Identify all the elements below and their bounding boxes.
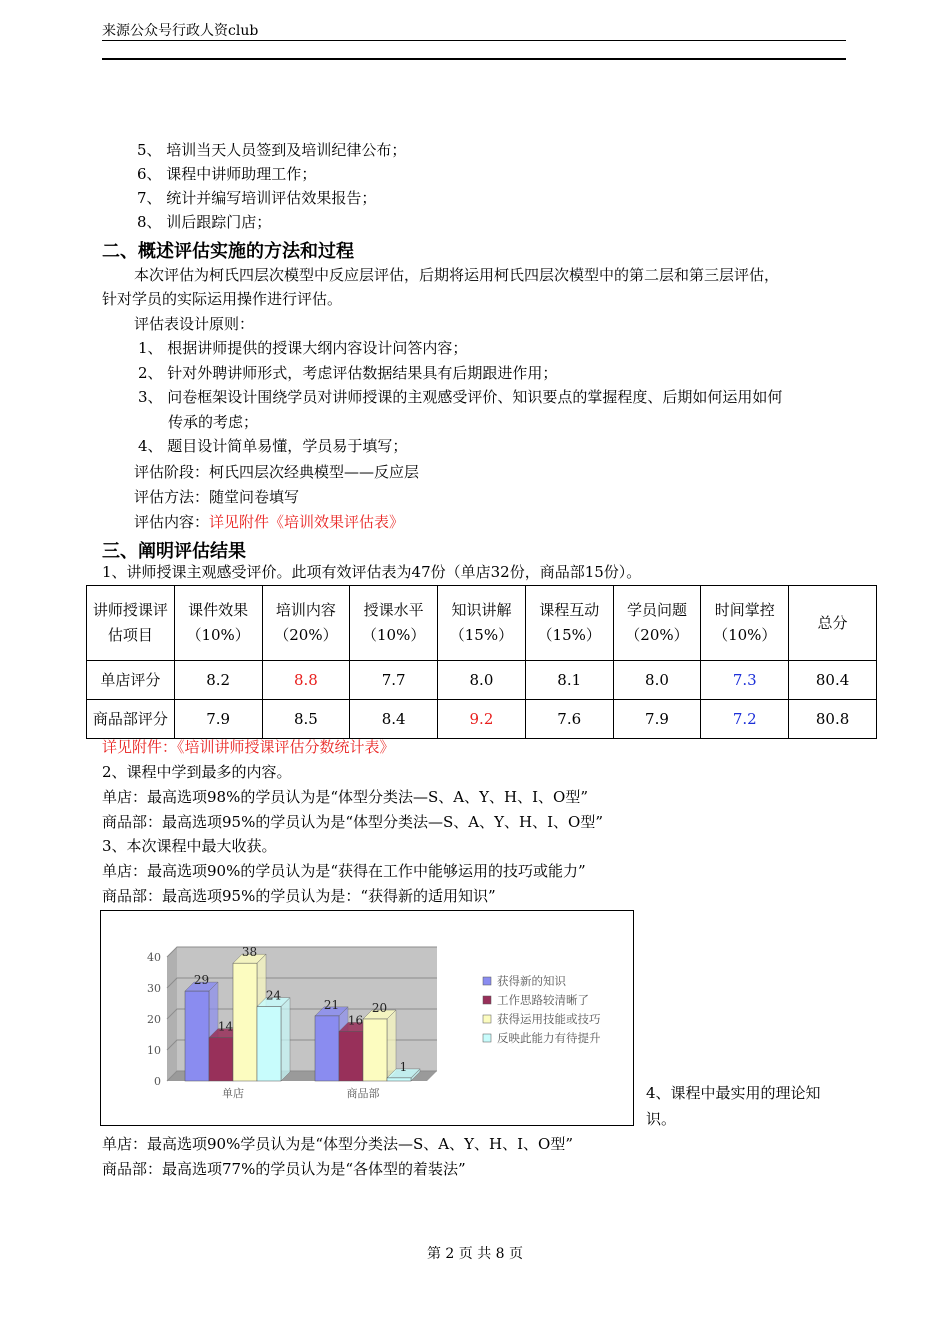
bar-value-label: 29 <box>193 973 210 988</box>
table-cell: 7.2 <box>701 700 789 739</box>
table-cell: 8.4 <box>350 700 438 739</box>
header-source: 来源公众号行政人资club <box>102 23 259 39</box>
table-header-row <box>87 586 877 661</box>
table-row <box>87 700 877 739</box>
table-note-link[interactable]: 详见附件：《培训讲师授课评估分数统计表》 <box>102 738 395 756</box>
table-header-cell: 时间掌控 （10%） <box>701 586 789 661</box>
table-row <box>87 661 877 700</box>
table-cell: 7.9 <box>174 700 262 739</box>
legend-swatch <box>483 977 491 985</box>
bar-value-label: 38 <box>241 945 258 960</box>
header-rule <box>102 40 846 41</box>
y-tick-label: 30 <box>147 982 161 995</box>
bar-value-label: 1 <box>399 1059 408 1074</box>
x-tick-label: 单店 <box>222 1087 244 1100</box>
legend-swatch <box>483 1015 491 1023</box>
y-tick-label: 10 <box>147 1044 161 1057</box>
table-header-cell: 课件效果 （10%） <box>174 586 262 661</box>
table-cell: 7.3 <box>701 661 789 700</box>
content-label: 评估内容： <box>134 513 210 531</box>
item2-text: 2、课程中学到最多的内容。 <box>102 763 292 781</box>
legend-label: 获得运用技能或技巧 <box>497 1012 601 1026</box>
table-header-cell: 课程互动 （15%） <box>525 586 613 661</box>
method-line: 评估方法：随堂问卷填写 <box>134 488 300 506</box>
bar-value-label: 16 <box>347 1013 364 1028</box>
bar-value-label: 24 <box>265 988 282 1003</box>
table-cell: 80.8 <box>789 700 877 739</box>
principle-item: 4、 题目设计简单易懂，学员易于填写； <box>138 437 408 455</box>
table-cell: 8.5 <box>262 700 350 739</box>
content-link[interactable]: 详见附件《培训效果评估表》 <box>209 513 405 531</box>
table-header-cell: 学员问题 （20%） <box>613 586 701 661</box>
item2-store: 单店：最高选项98%的学员认为是“体型分类法—S、A、Y、H、I、O型” <box>102 788 588 806</box>
table-header-cell: 培训内容 （20%） <box>262 586 350 661</box>
table-cell: 7.6 <box>525 700 613 739</box>
bar-value-label: 20 <box>371 1001 388 1015</box>
item4-text-cont: 识。 <box>646 1110 677 1128</box>
item3-store: 单店：最高选项90%的学员认为是“获得在工作中能够运用的技巧或能力” <box>102 862 586 880</box>
bar-value-label: 21 <box>323 997 340 1012</box>
table-cell: 8.2 <box>174 661 262 700</box>
table-cell: 7.9 <box>613 700 701 739</box>
list-item: 8、 训后跟踪门店； <box>137 213 272 231</box>
principle-item: 传承的考虑； <box>168 413 259 431</box>
chart-canvas <box>101 911 633 1125</box>
table-cell: 8.0 <box>438 661 526 700</box>
paragraph: 针对学员的实际运用操作进行评估。 <box>102 290 343 308</box>
legend-label: 获得新的知识 <box>497 974 566 988</box>
page-footer: 第 2 页 共 8 页 <box>426 1246 524 1262</box>
design-title: 评估表设计原则： <box>134 315 255 333</box>
legend-swatch <box>483 996 491 1004</box>
table-header-cell: 授课水平 （10%） <box>350 586 438 661</box>
stage-line: 评估阶段：柯氏四层次经典模型——反应层 <box>134 463 420 481</box>
list-item: 7、 统计并编写培训评估效果报告； <box>137 189 377 207</box>
bar <box>339 1031 363 1081</box>
bar <box>185 991 209 1081</box>
bar <box>363 1019 387 1081</box>
table-cell: 80.4 <box>789 661 877 700</box>
table-cell: 8.1 <box>525 661 613 700</box>
item4-dept: 商品部：最高选项77%的学员认为是“各体型的着装法” <box>102 1160 466 1178</box>
table-header-cell: 知识讲解 （15%） <box>438 586 526 661</box>
row-label: 商品部评分 <box>87 700 175 739</box>
legend-label: 工作思路较清晰了 <box>497 993 589 1007</box>
bar <box>315 1016 339 1081</box>
legend-swatch <box>483 1034 491 1042</box>
x-tick-label: 商品部 <box>346 1087 380 1100</box>
bar <box>387 1078 411 1081</box>
table-cell: 8.8 <box>262 661 350 700</box>
item1-text: 1、讲师授课主观感受评价。此项有效评估表为47份（单店32份，商品部15份）。 <box>102 563 642 581</box>
bar-side <box>281 998 290 1081</box>
list-item: 5、 培训当天人员签到及培训纪律公布； <box>137 141 407 159</box>
bar <box>257 1007 281 1081</box>
table-header-cell: 总分 <box>789 586 877 661</box>
y-tick-label: 20 <box>147 1013 161 1026</box>
legend-label: 反映此能力有待提升 <box>497 1031 601 1045</box>
table-header-cell: 讲师授课评 估项目 <box>87 586 175 661</box>
item3-text: 3、本次课程中最大收获。 <box>102 837 277 855</box>
principle-item: 3、 问卷框架设计围绕学员对讲师授课的主观感受评价、知识要点的掌握程度、后期如何运用如何 <box>138 388 783 406</box>
content-line <box>134 511 404 533</box>
score-table <box>86 585 877 739</box>
table-cell: 8.0 <box>613 661 701 700</box>
list-item: 6、 课程中讲师助理工作； <box>137 165 317 183</box>
paragraph: 本次评估为柯氏四层次模型中反应层评估，后期将运用柯氏四层次模型中的第二层和第三层评估， <box>134 266 780 284</box>
table-cell: 7.7 <box>350 661 438 700</box>
row-label: 单店评分 <box>87 661 175 700</box>
item4-text: 4、课程中最实用的理论知 <box>646 1084 821 1102</box>
bar <box>209 1038 233 1081</box>
item3-dept: 商品部：最高选项95%的学员认为是：“获得新的适用知识” <box>102 887 496 905</box>
survey-chart <box>100 910 634 1126</box>
y-tick-label: 0 <box>154 1075 161 1088</box>
section3-title: 三、阐明评估结果 <box>102 541 246 562</box>
bar-value-label: 14 <box>217 1019 234 1034</box>
section2-title: 二、概述评估实施的方法和过程 <box>102 241 354 262</box>
principle-item: 2、 针对外聘讲师形式，考虑评估数据结果具有后期跟进作用； <box>138 364 558 382</box>
header-rule-thick <box>102 58 846 60</box>
y-tick-label: 40 <box>147 951 161 964</box>
bar <box>233 963 257 1081</box>
principle-item: 1、 根据讲师提供的授课大纲内容设计问答内容； <box>138 339 468 357</box>
item2-dept: 商品部：最高选项95%的学员认为是“体型分类法—S、A、Y、H、I、O型” <box>102 813 603 831</box>
table-cell: 9.2 <box>438 700 526 739</box>
item4-store: 单店：最高选项90%学员认为是“体型分类法—S、A、Y、H、I、O型” <box>102 1135 573 1153</box>
